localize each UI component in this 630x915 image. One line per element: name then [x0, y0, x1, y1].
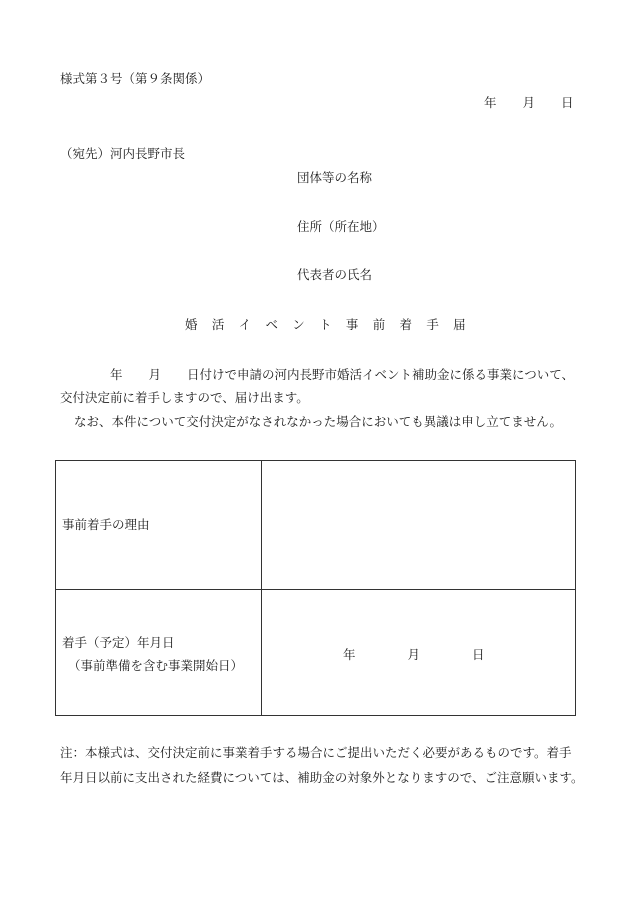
- body-month: 月: [148, 367, 162, 382]
- title-char: ベ: [265, 317, 278, 332]
- body-year: 年: [110, 367, 123, 382]
- org-name-label: 団体等の名称: [297, 170, 373, 185]
- title-char: 着: [399, 317, 413, 332]
- body-paragraph-2: なお、本件について交付決定がなされなかった場合においても異議は申し立てません。: [74, 414, 563, 429]
- body-paragraph-1-cont: 交付決定前に着手しますので、届け出ます。: [60, 390, 309, 405]
- title-char: 活: [211, 317, 225, 332]
- addressee: （宛先）河内長野市長: [60, 146, 186, 161]
- note-line-2: 年月日以前に支出された経費については、補助金の対象外となりますので、ご注意願います。: [60, 770, 584, 785]
- title-char: ト: [319, 317, 332, 332]
- date-year: 年: [484, 95, 497, 110]
- start-date-year: 年: [343, 647, 356, 662]
- start-date-value: [343, 647, 485, 663]
- table-divider-horizontal: [56, 589, 575, 590]
- address-label: 住所（所在地）: [297, 219, 385, 234]
- date-day: 日: [561, 95, 574, 110]
- representative-label: 代表者の氏名: [297, 267, 373, 282]
- submission-date: [484, 95, 574, 111]
- title-char: イ: [238, 317, 252, 332]
- start-date-label: 着手（予定）年月日: [62, 635, 175, 650]
- title-char: 事: [345, 317, 359, 332]
- start-date-day: 日: [472, 647, 485, 662]
- table-divider-vertical: [261, 461, 262, 715]
- title-char: 前: [372, 317, 386, 332]
- start-date-sublabel: （事前準備を含む事業開始日）: [68, 658, 244, 673]
- title-char: 婚: [185, 317, 198, 332]
- date-month: 月: [522, 95, 536, 110]
- start-date-month: 月: [407, 647, 421, 662]
- document-title: [185, 317, 466, 333]
- body-text: 日付けで申請の河内長野市婚活イベント補助金に係る事業について、: [187, 367, 575, 382]
- reason-label: 事前着手の理由: [62, 517, 150, 532]
- note-line-1: 注：本様式は、交付決定前に事業着手する場合にご提出いただく必要があるものです。着手: [60, 745, 572, 760]
- title-char: ン: [292, 317, 305, 332]
- title-char: 届: [453, 317, 466, 332]
- body-paragraph-1: [110, 367, 574, 383]
- form-number: 様式第３号（第９条関係）: [60, 71, 211, 86]
- application-table: [55, 460, 576, 716]
- title-char: 手: [426, 317, 439, 332]
